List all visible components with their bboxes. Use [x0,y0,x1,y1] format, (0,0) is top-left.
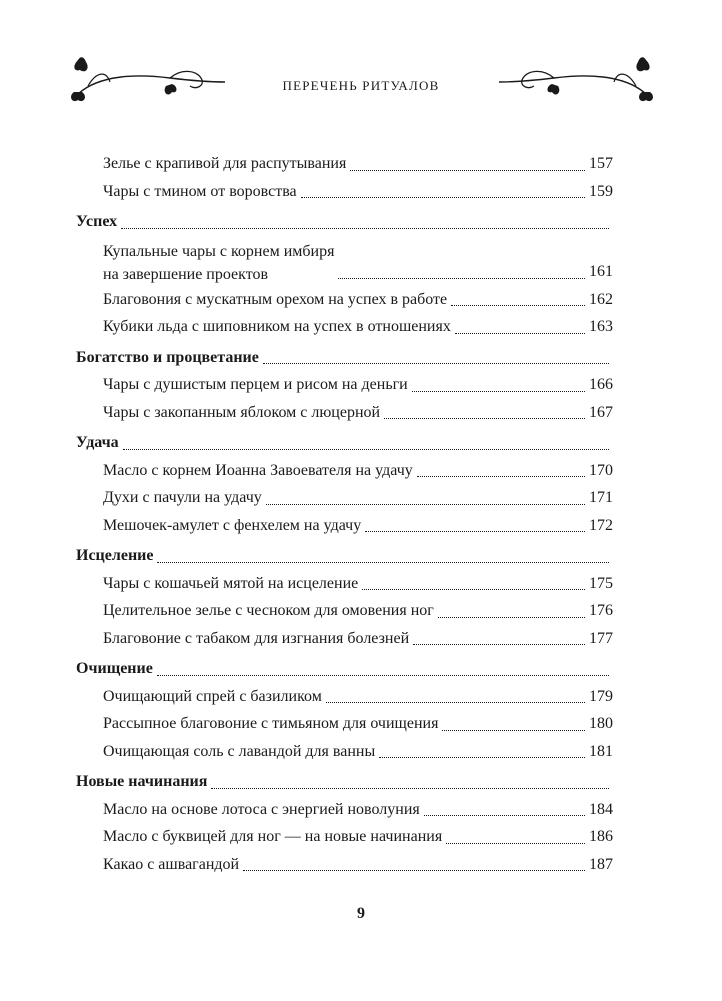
toc-entry-page: 159 [589,182,613,200]
toc-entry-page: 157 [589,155,613,172]
toc-entry [76,150,613,178]
dot-leader [424,815,585,816]
toc-section [76,655,613,683]
toc-entry-label: Духи с пачули на удачу [103,489,262,506]
toc-section-title: Очищение [76,660,153,677]
dot-leader [243,870,585,871]
toc-entry [76,457,613,485]
toc-entry-label: Зелье с крапивой для распутывания [103,155,347,172]
toc-entry-page: 172 [589,516,613,534]
toc-entry-page: 170 [589,461,613,479]
dot-leader [121,228,609,229]
running-header: ПЕРЕЧЕНЬ РИТУАЛОВ [282,78,440,93]
toc-section [76,344,613,372]
toc-entry-label: Рассыпное благовоние с тимьяном для очищения [103,715,439,732]
toc-entry [76,286,613,314]
toc-entry-label: Чары с закопанным яблоком с люцерной [103,403,381,421]
toc-section [76,768,613,796]
dot-leader [417,476,585,477]
toc-entry-page: 184 [589,800,613,818]
toc-entry-page: 166 [589,376,613,393]
toc-entry [76,512,613,540]
toc-entry-label-line1: Купальные чары с корнем имбиря [103,242,335,260]
toc-entry [76,313,613,341]
toc-section-title: Удача [76,434,119,451]
toc-entry-label: Очищающий спрей с базиликом [103,687,322,705]
toc-entry [76,399,613,427]
toc-entry-label: Мешочек-амулет с фенхелем на удачу [103,516,362,534]
toc-section-title: Богатство и процветание [76,348,259,366]
dot-leader [211,788,609,789]
dot-leader [157,675,609,676]
toc-entry-page: 179 [589,687,613,705]
dot-leader [413,644,585,645]
dot-leader [350,170,585,171]
toc-entry-label: Масло с корнем Иоанна Завоевателя на удачу [103,461,413,479]
dot-leader [451,305,585,306]
toc-entry-label-line2: на завершение проектов [103,265,269,283]
toc-entry [76,796,613,824]
toc-section-title: Успех [76,213,118,230]
toc-entry-label: Масло на основе лотоса с энергией новолуния [103,800,420,818]
toc-section [76,542,613,570]
toc-entry-label: Кубики льда с шиповником на успех в отношениях [103,318,451,335]
toc-section [76,208,613,236]
toc-entry-page: 175 [589,574,613,592]
toc-entry [76,823,613,851]
toc-entry [76,851,613,879]
toc-entry-label: Чары с тмином от воровства [103,182,297,200]
toc-entry [76,236,613,286]
dot-leader [362,589,585,590]
toc-section-title: Новые начинания [76,773,208,790]
toc-entry-page: 171 [589,489,613,506]
toc-entry-page: 180 [589,715,613,732]
dot-leader [379,757,585,758]
toc-entry-label: Очищающая соль с лавандой для ванны [103,742,376,760]
toc-entry [76,625,613,653]
toc-entry [76,484,613,512]
toc-entry-label [103,240,334,286]
toc-entry [76,683,613,711]
toc-entry-page: 186 [589,828,613,845]
toc-entry [76,738,613,766]
dot-leader [157,562,609,563]
dot-leader [263,363,609,364]
toc-entry-page: 163 [589,318,613,335]
toc-entry-page: 167 [589,403,613,421]
toc-section [76,429,613,457]
dot-leader [326,702,585,703]
toc-entry-page: 161 [589,263,613,280]
toc-entry-label: Масло с буквицей для ног — на новые начинания [103,828,443,845]
toc-entry [76,597,613,625]
dot-leader [384,418,585,419]
dot-leader [338,278,585,279]
page-number: 9 [357,905,365,922]
dot-leader [438,617,585,618]
toc-entry [76,570,613,598]
toc-entry-label: Целительное зелье с чесноком для омовения ног [103,602,434,619]
toc-entry-page: 177 [589,629,613,647]
toc-entry-label: Благовония с мускатным орехом на успех в работе [103,290,448,308]
toc-entry [76,371,613,399]
toc-section-title: Исцеление [76,547,154,564]
toc-entry-label: Какао с ашвагандой [103,855,240,873]
toc-entry-page: 176 [589,602,613,619]
toc-entry [76,710,613,738]
dot-leader [455,333,585,334]
dot-leader [412,391,585,392]
dot-leader [446,843,585,844]
toc-entry [76,178,613,206]
dot-leader [301,197,585,198]
dot-leader [266,504,585,505]
dot-leader [123,449,609,450]
dot-leader [442,730,585,731]
toc-entry-label: Чары с кошачьей мятой на исцеление [103,574,359,592]
toc-entry-label: Чары с душистым перцем и рисом на деньги [103,376,408,393]
toc-entry-page: 181 [589,742,613,760]
toc-entry-page: 187 [589,855,613,873]
table-of-contents [76,150,613,878]
toc-entry-page: 162 [589,290,613,308]
dot-leader [365,531,585,532]
toc-entry-label: Благовоние с табаком для изгнания болезней [103,629,410,647]
